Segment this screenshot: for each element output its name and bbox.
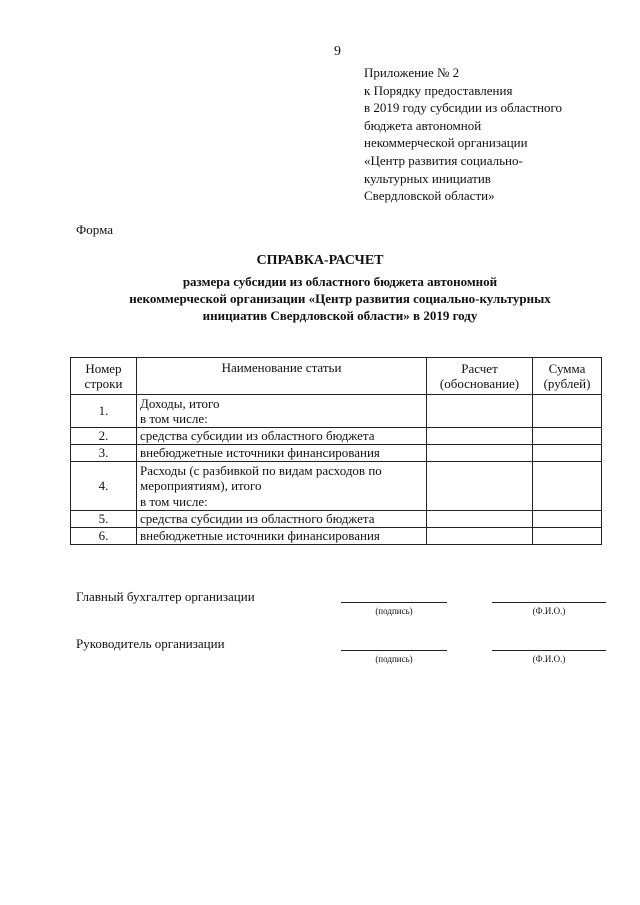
subtitle-line: некоммерческой организации «Центр развития социально-культурных [129, 291, 551, 306]
calculation-table [70, 357, 602, 545]
row-sum-cell [533, 428, 602, 445]
appendix-line: Свердловской области» [364, 188, 495, 204]
row-calc-cell [427, 428, 533, 445]
row-sum-cell [533, 511, 602, 528]
signature-caption: (подпись) [375, 606, 413, 616]
chief-accountant-label: Главный бухгалтер организации [76, 589, 255, 604]
table-row [71, 428, 602, 445]
name-caption: (Ф.И.О.) [532, 606, 566, 616]
header-calc [427, 358, 533, 395]
table-row [71, 511, 602, 528]
row-name [137, 462, 427, 511]
header-sum-line: (рублей) [543, 376, 591, 391]
row-name-line: в том числе: [140, 493, 208, 509]
appendix-line: бюджета автономной [364, 117, 482, 133]
row-name-line: Расходы (с разбивкой по видам расходов по [140, 462, 382, 478]
row-number: 6. [71, 528, 137, 545]
table-row [71, 528, 602, 545]
row-calc-cell [427, 511, 533, 528]
appendix-line: Приложение № 2 [364, 65, 460, 80]
row-name [137, 511, 427, 528]
row-name-line: средства субсидии из областного бюджета [140, 428, 375, 444]
row-name-line: в том числе: [140, 411, 208, 426]
row-sum-cell [533, 528, 602, 545]
table-row [71, 462, 602, 511]
row-number: 3. [71, 445, 137, 462]
director-label: Руководитель организации [76, 636, 225, 651]
table-row [71, 445, 602, 462]
header-number [71, 358, 137, 395]
name-caption: (Ф.И.О.) [532, 654, 566, 664]
row-number: 2. [71, 428, 137, 445]
subtitle-line: инициатив Свердловской области» в 2019 году [202, 308, 478, 323]
row-calc-cell [427, 528, 533, 545]
appendix-line: к Порядку предоставления [364, 82, 513, 98]
header-number-line: Номер [85, 361, 122, 376]
row-name-line: внебюджетные источники финансирования [140, 445, 380, 461]
table-row [71, 395, 602, 428]
row-sum-cell [533, 395, 602, 428]
row-sum-cell [533, 462, 602, 511]
document-title: СПРАВКА-РАСЧЕТ [256, 253, 384, 268]
row-name-line: Доходы, итого [140, 395, 220, 411]
name-line[interactable] [492, 602, 606, 603]
signature-caption: (подпись) [375, 654, 413, 664]
appendix-line: «Центр развития социально- [364, 152, 523, 168]
row-name-line: внебюджетные источники финансирования [140, 528, 380, 544]
header-number-line: строки [84, 376, 123, 391]
row-sum-cell [533, 445, 602, 462]
row-name [137, 395, 427, 428]
subtitle-line: размера субсидии из областного бюджета автономной [182, 274, 498, 289]
appendix-line: культурных инициатив [364, 170, 491, 186]
signature-line[interactable] [341, 602, 447, 603]
row-name-line: средства субсидии из областного бюджета [140, 511, 375, 527]
row-number: 5. [71, 511, 137, 528]
signature-line[interactable] [341, 650, 447, 651]
row-name [137, 428, 427, 445]
page-number: 9 [334, 44, 341, 59]
form-label: Форма [76, 222, 113, 237]
row-calc-cell [427, 462, 533, 511]
document-subtitle [60, 273, 620, 324]
row-number: 4. [71, 462, 137, 511]
row-name [137, 528, 427, 545]
header-sum-line: Сумма [548, 361, 586, 376]
row-name [137, 445, 427, 462]
header-name-text: Наименование статьи [221, 360, 342, 375]
header-calc-line: Расчет [461, 361, 498, 376]
table-header-row [71, 358, 602, 395]
header-calc-line: (обоснование) [439, 376, 520, 391]
name-line[interactable] [492, 650, 606, 651]
appendix-header [364, 64, 562, 205]
row-number: 1. [71, 395, 137, 428]
header-sum [533, 358, 602, 395]
row-name-line: мероприятиям), итого [140, 478, 262, 494]
appendix-line: в 2019 году субсидии из областного [364, 100, 562, 116]
header-name [137, 358, 427, 395]
appendix-line: некоммерческой организации [364, 135, 528, 151]
row-calc-cell [427, 445, 533, 462]
row-calc-cell [427, 395, 533, 428]
